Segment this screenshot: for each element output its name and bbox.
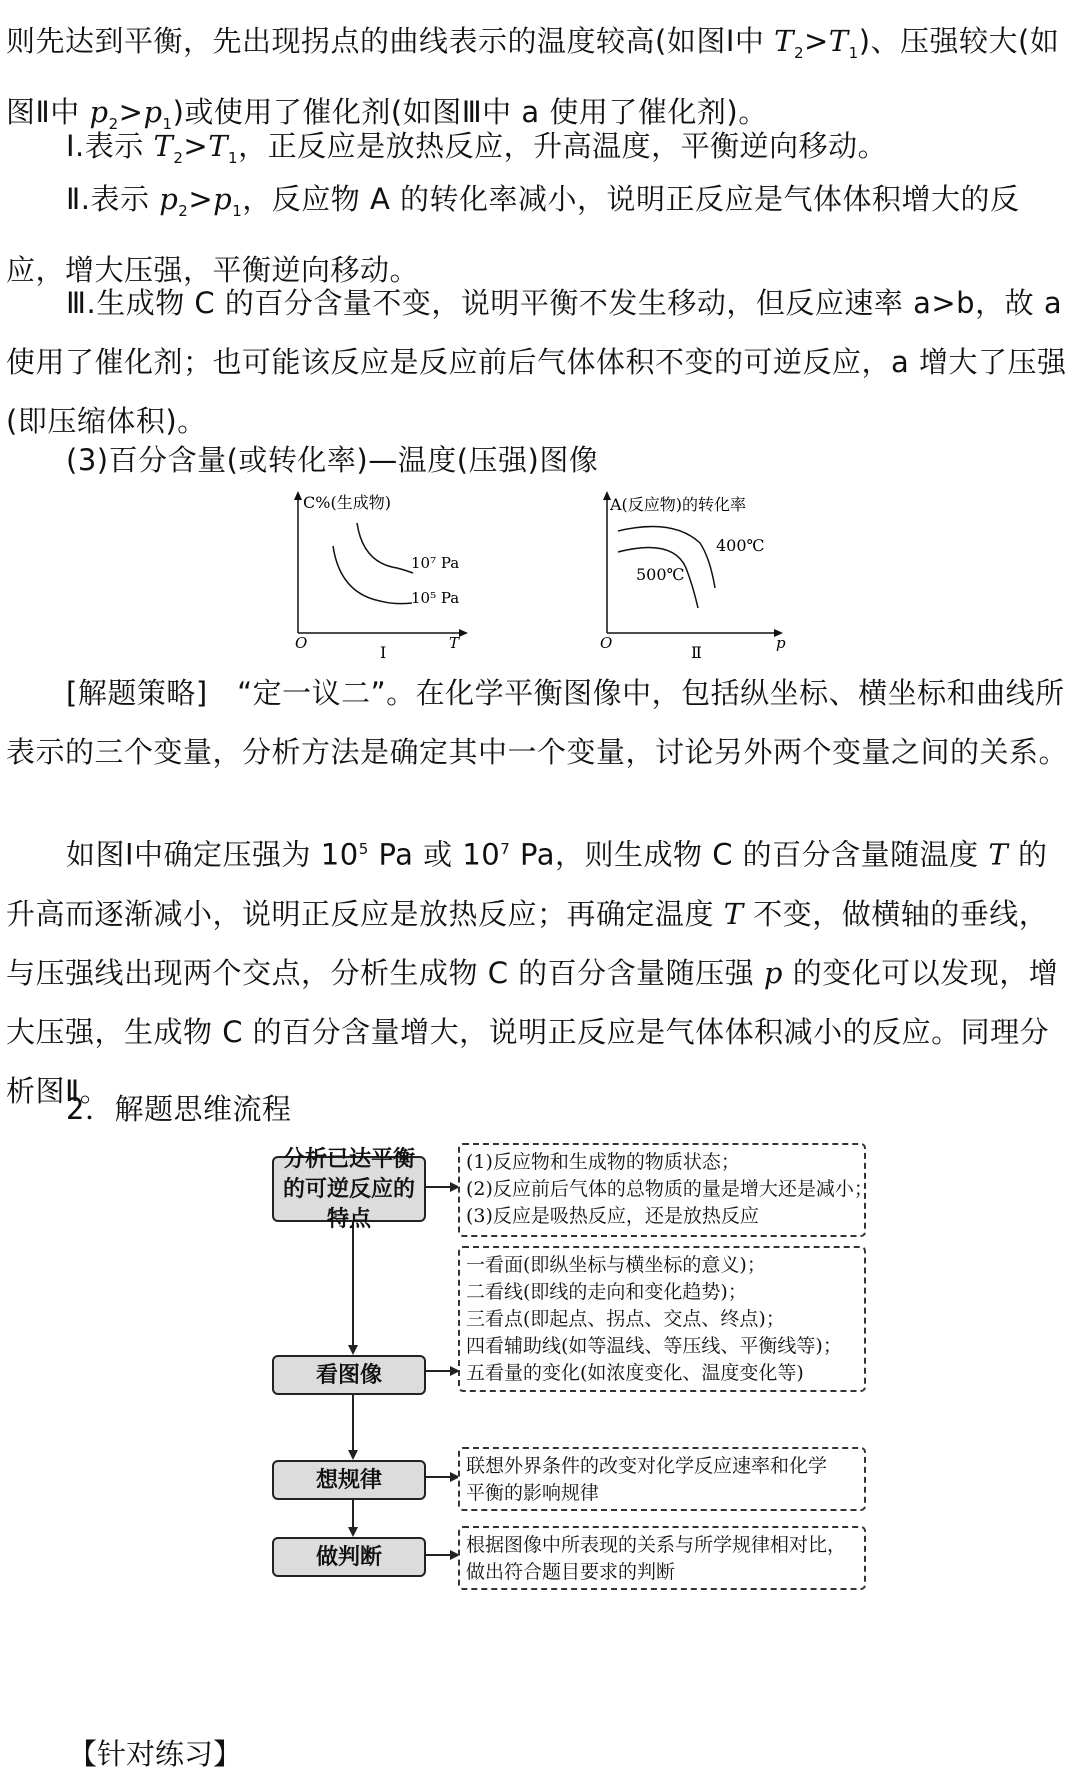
flow-connectors — [270, 1150, 470, 1710]
flow-step-think-rules: 想规律 — [272, 1460, 426, 1500]
curve-10e5 — [333, 546, 412, 604]
strategy-paragraph: [解题策略] “定一议二”。在化学平衡图像中，包括纵坐标、横坐标和曲线所表示的三个变量，分析方法是确定其中一个变量，讨论另外两个变量之间的关系。 — [6, 676, 1069, 769]
item-1: Ⅰ.表示 $T_2>T_1$，正反应是放热反应，升高温度，平衡逆向移动。 — [66, 129, 888, 167]
example-paragraph: 如图Ⅰ中确定压强为 $10^5$ Pa 或 $10^7$ Pa，则生成物 C 的百分含量随温度 T 的升高而逐渐减小，说明正反应是放热反应；再确定温度 T 不变，做横轴的垂线，与压强线出现两个交点，分析生成物 C 的百分含量随压强 p 的变化可以发现，增大压强，生成物 C 的百分含量增大，说明正反应是气体体积减小的反应。同理分析图Ⅱ。 — [6, 837, 1059, 1108]
flow-notes-4: 根据图像中所表现的关系与所学规律相对比， 做出符合题目要求的判断 — [458, 1526, 866, 1590]
flow-step-view-image: 看图像 — [272, 1355, 426, 1395]
origin-label: O — [600, 634, 613, 652]
flow-notes-3: 联想外界条件的改变对化学反应速率和化学 平衡的影响规律 — [458, 1447, 866, 1511]
curve-10e7 — [357, 523, 413, 573]
flow-notes-2: 一看面(即纵坐标与横坐标的意义)； 二看线(即线的走向和变化趋势)； 三看点(即起点、拐点、交点、终点)； 四看辅助线(如等温线、等压线、平衡线等)； 五看量的变化(如浓度变化、温度变化等) — [458, 1246, 866, 1392]
paragraph-intro: 则先达到平衡，先出现拐点的曲线表示的温度较高(如图Ⅰ中 $T_2>T_1$)、压强较大(如图Ⅱ中 $p_2>p_1$)或使用了催化剂(如图Ⅲ中 a 使用了催化剂)。 — [6, 24, 1060, 133]
figure-2-chart — [598, 488, 818, 663]
figure-roman: Ⅱ — [691, 643, 702, 662]
label-10e5: 10⁵ Pa — [411, 589, 460, 607]
figure-1-ylabel: C%(生成物) — [303, 493, 391, 512]
figure-1-chart — [285, 488, 485, 663]
x-axis-label: T — [449, 634, 460, 652]
flow-step-judge: 做判断 — [272, 1537, 426, 1577]
figure-2-ylabel: A(反应物)的转化率 — [610, 495, 747, 514]
item-2: Ⅱ.表示 $p_2>p_1$，反应物 A 的转化率减小，说明正反应是气体体积增大的反应，增大压强，平衡逆向移动。 — [6, 182, 1020, 287]
section-heading-3: (3)百分含量(或转化率)—温度(压强)图像 — [66, 443, 599, 477]
figure-roman: Ⅰ — [380, 643, 387, 662]
section-heading-2: 2．解题思维流程 — [66, 1092, 292, 1126]
label-10e7: 10⁷ Pa — [411, 554, 460, 572]
flow-notes-1: (1)反应物和生成物的物质状态； (2)反应前后气体的总物质的量是增大还是减小； (3)反应是吸热反应，还是放热反应 — [458, 1143, 866, 1237]
flow-step-analyze: 分析已达平衡的可逆反应的特点 — [272, 1156, 426, 1222]
label-500: 500℃ — [636, 565, 685, 584]
practice-heading: 【针对练习】 — [68, 1737, 243, 1771]
x-axis-label: p — [776, 634, 786, 652]
label-400: 400℃ — [716, 536, 765, 555]
item-3: Ⅲ.生成物 C 的百分含量不变，说明平衡不发生移动，但反应速率 a>b，故 a 使用了催化剂；也可能该反应是反应前后气体体积不变的可逆反应，a 增大了压强(即压缩体积)。 — [6, 286, 1067, 438]
origin-label: O — [295, 634, 308, 652]
